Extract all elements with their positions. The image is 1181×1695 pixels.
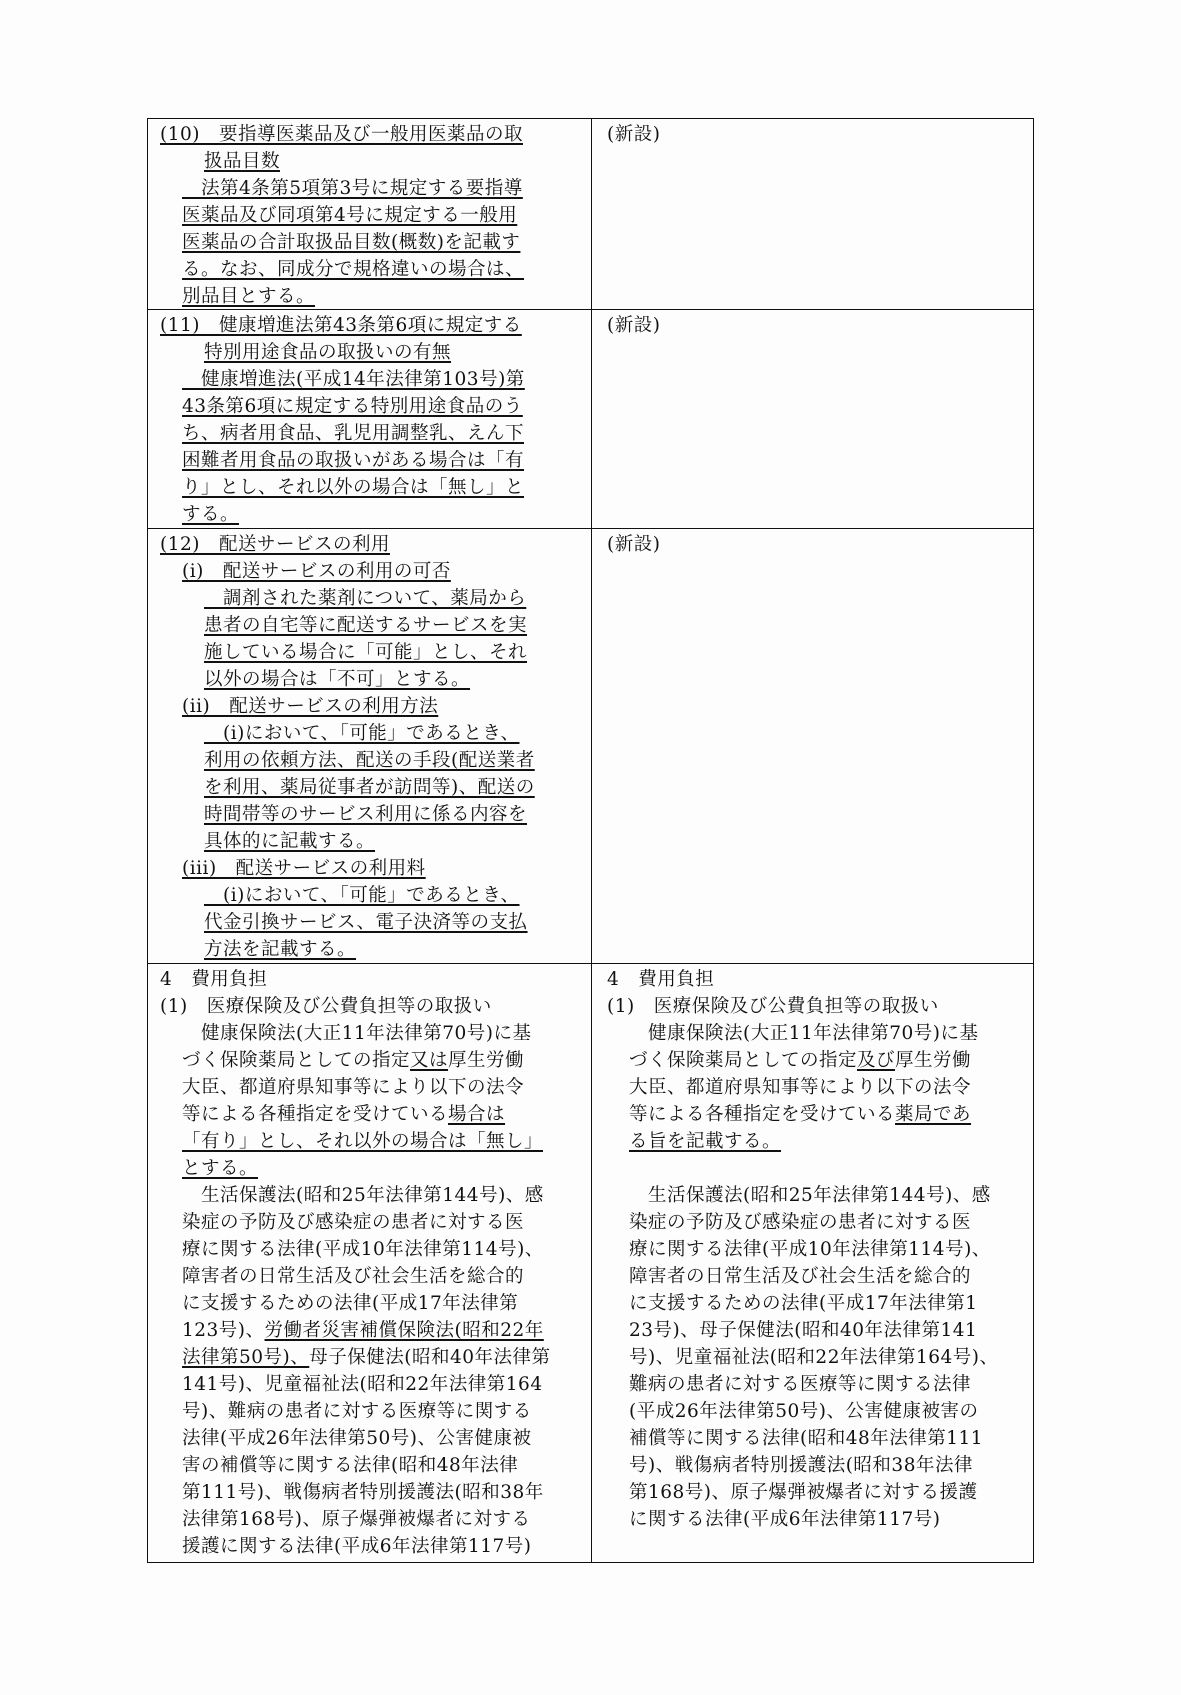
amended-text: を利用、薬局従事者が訪問等)、配送の [204,777,535,798]
text-line [160,148,583,175]
text-segment: に関する法律(平成6年法律第117号) [629,1509,941,1530]
text-segment: 4 費用負担 [160,969,268,990]
amended-text: 「有り」とし、それ以外の場合は「無し」 [182,1131,544,1152]
text-segment: 123号)、 [182,1320,265,1341]
text-line [607,1263,1025,1290]
amended-text: 扱品目数 [204,151,281,172]
text-line [607,993,1025,1020]
text-line [607,1155,1025,1182]
amended-text: 43条第6項に規定する特別用途食品のう [182,396,523,417]
text-segment: 大臣、都道府県知事等により以下の法令 [182,1077,525,1098]
text-segment: 号)、戦傷病者特別援護法(昭和38年法律 [629,1455,973,1476]
text-line [160,720,583,747]
text-line [160,312,583,339]
text-segment: 援護に関する法律(平成6年法律第117号) [182,1536,532,1557]
revised-text-cell [148,119,592,309]
text-line [160,1452,583,1479]
amended-text: 場合は [448,1104,506,1125]
text-segment: 染症の予防及び感染症の患者に対する医 [629,1212,972,1233]
amended-text: 労働者災害補償保険法(昭和22年 [264,1320,544,1341]
text-line [607,312,1025,339]
amended-text: 困難者用食品の取扱いがある場合は「有 [182,450,525,471]
amended-text: 法律第50号)、 [182,1347,310,1368]
text-line [160,558,583,585]
amended-text: (i)において、「可能」であるとき、 [204,723,520,744]
text-line [160,693,583,720]
text-segment: 障害者の日常生活及び社会生活を総合的 [629,1266,972,1287]
text-line [160,639,583,666]
amended-text: とする。 [182,1158,259,1179]
text-segment: 補償等に関する法律(昭和48年法律第111 [629,1428,984,1449]
text-line [160,531,583,558]
current-text-cell [592,964,1033,1562]
text-segment: (新設) [607,315,661,336]
text-line [160,666,583,693]
text-segment: 生活保護法(昭和25年法律第144号)、感 [629,1185,991,1206]
table-row-11 [148,309,1033,528]
amended-text: する。 [182,504,240,525]
text-segment: 療に関する法律(平成10年法律第114号)、 [182,1239,544,1260]
text-line [160,828,583,855]
current-text-cell [592,119,1033,309]
text-line [160,283,583,310]
amended-text: 及び [857,1050,896,1071]
amended-text: 以外の場合は「不可」とする。 [204,669,471,690]
text-line [160,1371,583,1398]
amended-text: (i)において、「可能」であるとき、 [204,885,520,906]
text-line [160,966,583,993]
amended-text: (iii) 配送サービスの利用料 [182,858,426,879]
text-line [160,256,583,283]
text-line [607,1074,1025,1101]
text-segment: (1) 医療保険及び公費負担等の取扱い [607,996,939,1017]
text-line [160,936,583,963]
text-line [160,1020,583,1047]
text-line [160,121,583,148]
text-segment: 等による各種指定を受けている [182,1104,449,1125]
text-segment: (1) 医療保険及び公費負担等の取扱い [160,996,492,1017]
text-segment: 母子保健法(昭和40年法律第 [309,1347,551,1368]
text-segment: 厚生労働 [448,1050,525,1071]
text-line [607,1290,1025,1317]
text-segment: に支援するための法律(平成17年法律第1 [629,1293,978,1314]
text-line [160,175,583,202]
text-line [160,420,583,447]
text-line [607,1101,1025,1128]
amended-text: (10) 要指導医薬品及び一般用医薬品の取 [160,124,523,145]
text-segment: 難病の患者に対する医療等に関する法律 [629,1374,972,1395]
revised-text-cell [148,310,592,528]
text-segment: (新設) [607,534,661,555]
table-row-12 [148,528,1033,963]
text-line [607,1425,1025,1452]
amended-text: (11) 健康増進法第43条第6項に規定する [160,315,522,336]
amended-text: 代金引換サービス、電子決済等の支払 [204,912,528,933]
text-segment: づく保険薬局としての指定 [629,1050,858,1071]
text-line [607,1317,1025,1344]
text-segment: 号)、児童福祉法(昭和22年法律第164号)、 [629,1347,999,1368]
text-line [160,1236,583,1263]
text-segment: 生活保護法(昭和25年法律第144号)、感 [182,1185,544,1206]
text-segment: 大臣、都道府県知事等により以下の法令 [629,1077,972,1098]
text-segment: 141号)、児童福祉法(昭和22年法律第164 [182,1374,543,1395]
amended-text: 患者の自宅等に配送するサービスを実 [204,615,528,636]
text-line [160,474,583,501]
text-line [160,1263,583,1290]
amended-text: 調剤された薬剤について、薬局から [204,588,527,609]
revised-text-cell [148,964,592,1562]
text-line [607,1371,1025,1398]
text-line [160,1425,583,1452]
text-line [160,1317,583,1344]
text-line [607,1452,1025,1479]
text-segment: 障害者の日常生活及び社会生活を総合的 [182,1266,525,1287]
text-line [160,202,583,229]
amended-text: 医薬品の合計取扱品目数(概数)を記載す [182,232,521,253]
text-segment: 法律(平成26年法律第50号)、公害健康被 [182,1428,532,1449]
amended-text: 具体的に記載する。 [204,831,376,852]
current-text-cell [592,310,1033,528]
amended-text: 健康増進法(平成14年法律第103号)第 [182,369,525,390]
text-line [160,1047,583,1074]
amended-text: る。なお、同成分で規格違いの場合は、 [182,259,525,280]
table-row-10 [148,119,1033,309]
text-line [160,1479,583,1506]
text-segment: 健康保険法(大正11年法律第70号)に基 [629,1023,979,1044]
text-line [160,1128,583,1155]
text-segment: 健康保険法(大正11年法律第70号)に基 [182,1023,532,1044]
amended-text: 薬局であ [895,1104,972,1125]
text-segment: 4 費用負担 [607,969,715,990]
text-line [160,774,583,801]
text-line [160,993,583,1020]
text-segment: 療に関する法律(平成10年法律第114号)、 [629,1239,991,1260]
amended-text: る旨を記載する。 [629,1131,782,1152]
text-line [160,801,583,828]
comparison-table [147,118,1034,1563]
text-line [160,1155,583,1182]
text-segment: づく保険薬局としての指定 [182,1050,411,1071]
text-line [160,501,583,528]
amended-text: ち、病者用食品、乳児用調整乳、えん下 [182,423,525,444]
text-segment: に支援するための法律(平成17年法律第 [182,1293,519,1314]
text-line [160,1182,583,1209]
text-segment: 23号)、母子保健法(昭和40年法律第141 [629,1320,978,1341]
text-line [607,1479,1025,1506]
text-line [607,1236,1025,1263]
amended-text: 法第4条第5項第3号に規定する要指導 [182,178,523,199]
table-row-cost-burden [148,963,1033,1562]
text-segment: 法律第168号)、原子爆弾被爆者に対する [182,1509,531,1530]
amended-text: (ii) 配送サービスの利用方法 [182,696,439,717]
text-line [607,1182,1025,1209]
text-line [607,1344,1025,1371]
text-segment: (新設) [607,124,661,145]
text-segment: 第111号)、戦傷病者特別援護法(昭和38年 [182,1482,544,1503]
text-line [607,1128,1025,1155]
text-line [607,531,1025,558]
text-line [607,1506,1025,1533]
text-line [160,1074,583,1101]
text-line [160,585,583,612]
text-line [160,747,583,774]
amended-text: 時間帯等のサービス利用に係る内容を [204,804,528,825]
text-segment: 第168号)、原子爆弾被爆者に対する援護 [629,1482,978,1503]
text-line [160,229,583,256]
text-line [160,1506,583,1533]
text-line [607,1047,1025,1074]
amended-text: 特別用途食品の取扱いの有無 [204,342,452,363]
text-line [160,909,583,936]
amended-text: 利用の依頼方法、配送の手段(配送業者 [204,750,535,771]
amended-text: り」とし、それ以外の場合は「無し」と [182,477,525,498]
text-segment: 等による各種指定を受けている [629,1104,896,1125]
text-line [607,1209,1025,1236]
amended-text: 方法を記載する。 [204,939,357,960]
text-line [160,1344,583,1371]
text-line [160,882,583,909]
amended-text: 施している場合に「可能」とし、それ [204,642,528,663]
text-line [607,966,1025,993]
amended-text: 医薬品及び同項第4号に規定する一般用 [182,205,518,226]
revised-text-cell [148,529,592,963]
text-line [160,1290,583,1317]
text-segment: 号)、難病の患者に対する医療等に関する [182,1401,532,1422]
text-segment: 染症の予防及び感染症の患者に対する医 [182,1212,525,1233]
text-line [160,447,583,474]
text-segment: 厚生労働 [895,1050,972,1071]
amended-text: (i) 配送サービスの利用の可否 [182,561,451,582]
text-line [160,1101,583,1128]
text-line [160,612,583,639]
current-text-cell [592,529,1033,963]
text-line [160,1398,583,1425]
text-line [607,121,1025,148]
text-line [160,339,583,366]
text-line [607,1020,1025,1047]
text-line [160,1533,583,1560]
text-line [607,1398,1025,1425]
text-line [160,855,583,882]
text-line [160,366,583,393]
text-line [160,393,583,420]
text-segment: 害の補償等に関する法律(昭和48年法律 [182,1455,519,1476]
amended-text: (12) 配送サービスの利用 [160,534,390,555]
text-segment: (平成26年法律第50号)、公害健康被害の [629,1401,979,1422]
text-line [160,1209,583,1236]
amended-text: 別品目とする。 [182,286,316,307]
amended-text: 又は [410,1050,449,1071]
